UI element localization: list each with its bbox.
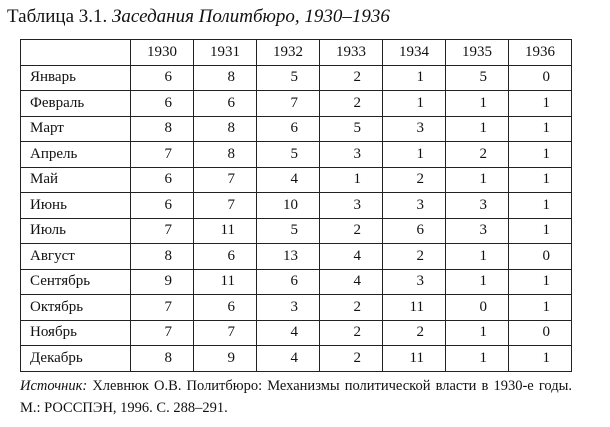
value-cell: 6 [257,116,320,142]
month-cell: Май [21,167,131,193]
table-caption [7,6,390,28]
value-cell: 1 [383,65,446,91]
value-cell: 8 [194,142,257,168]
value-cell: 11 [194,218,257,244]
value-cell: 4 [257,167,320,193]
value-cell: 2 [446,142,509,168]
table-row [21,346,572,372]
value-cell: 7 [194,320,257,346]
month-cell: Февраль [21,91,131,117]
column-header-year: 1933 [320,40,383,66]
value-cell: 9 [194,346,257,372]
source-text: Хлевнюк О.В. Политбюро: Механизмы политической власти в 1930-е годы. М.: РОССПЭН, 1996. С. 288–291. [20,378,572,416]
value-cell: 8 [194,116,257,142]
table-row [21,269,572,295]
value-cell: 1 [509,193,572,219]
value-cell: 7 [131,320,194,346]
table-row [21,116,572,142]
value-cell: 6 [194,244,257,270]
month-cell: Ноябрь [21,320,131,346]
value-cell: 5 [257,65,320,91]
value-cell: 2 [383,244,446,270]
value-cell: 0 [446,295,509,321]
value-cell: 10 [257,193,320,219]
value-cell: 8 [131,116,194,142]
column-header-year: 1932 [257,40,320,66]
value-cell: 5 [257,142,320,168]
month-cell: Октябрь [21,295,131,321]
value-cell: 3 [257,295,320,321]
table-number: Таблица 3.1. [7,6,108,27]
value-cell: 1 [509,142,572,168]
value-cell: 2 [383,167,446,193]
value-cell: 1 [509,346,572,372]
value-cell: 6 [383,218,446,244]
value-cell: 1 [509,167,572,193]
value-cell: 6 [194,91,257,117]
month-cell: Апрель [21,142,131,168]
value-cell: 2 [320,295,383,321]
value-cell: 7 [257,91,320,117]
month-cell: Декабрь [21,346,131,372]
source-note [20,375,572,419]
column-header-year: 1931 [194,40,257,66]
month-cell: Январь [21,65,131,91]
table-row [21,167,572,193]
value-cell: 2 [383,320,446,346]
value-cell: 1 [446,116,509,142]
value-cell: 3 [383,269,446,295]
value-cell: 6 [131,193,194,219]
value-cell: 4 [257,320,320,346]
value-cell: 1 [509,91,572,117]
value-cell: 1 [446,346,509,372]
value-cell: 7 [131,295,194,321]
value-cell: 6 [131,167,194,193]
value-cell: 7 [194,167,257,193]
value-cell: 1 [509,218,572,244]
table-row [21,295,572,321]
value-cell: 7 [194,193,257,219]
month-cell: Июнь [21,193,131,219]
value-cell: 3 [446,193,509,219]
value-cell: 2 [320,320,383,346]
value-cell: 2 [320,218,383,244]
table-row [21,142,572,168]
source-label: Источник: [20,378,88,394]
table-row [21,218,572,244]
value-cell: 1 [320,167,383,193]
value-cell: 1 [446,244,509,270]
value-cell: 8 [194,65,257,91]
table-row [21,65,572,91]
header-corner-cell [21,40,131,66]
value-cell: 8 [131,346,194,372]
value-cell: 1 [509,116,572,142]
month-cell: Июль [21,218,131,244]
value-cell: 1 [446,167,509,193]
value-cell: 3 [320,193,383,219]
value-cell: 9 [131,269,194,295]
value-cell: 4 [320,244,383,270]
value-cell: 11 [194,269,257,295]
value-cell: 1 [446,269,509,295]
value-cell: 1 [446,320,509,346]
value-cell: 1 [509,295,572,321]
value-cell: 4 [320,269,383,295]
value-cell: 6 [131,65,194,91]
value-cell: 2 [320,65,383,91]
value-cell: 1 [383,91,446,117]
value-cell: 11 [383,346,446,372]
value-cell: 1 [383,142,446,168]
column-header-year: 1936 [509,40,572,66]
value-cell: 6 [131,91,194,117]
value-cell: 0 [509,244,572,270]
column-header-year: 1935 [446,40,509,66]
value-cell: 2 [320,346,383,372]
table-row [21,244,572,270]
politburo-meetings-table [20,39,572,372]
value-cell: 3 [383,193,446,219]
header-row [21,40,572,66]
month-cell: Сентябрь [21,269,131,295]
value-cell: 11 [383,295,446,321]
value-cell: 1 [509,269,572,295]
value-cell: 5 [446,65,509,91]
value-cell: 0 [509,65,572,91]
value-cell: 5 [320,116,383,142]
value-cell: 0 [509,320,572,346]
value-cell: 4 [257,346,320,372]
column-header-year: 1934 [383,40,446,66]
value-cell: 13 [257,244,320,270]
value-cell: 6 [194,295,257,321]
value-cell: 7 [131,142,194,168]
month-cell: Август [21,244,131,270]
value-cell: 1 [446,91,509,117]
month-cell: Март [21,116,131,142]
table-row [21,193,572,219]
column-header-year: 1930 [131,40,194,66]
value-cell: 5 [257,218,320,244]
value-cell: 8 [131,244,194,270]
value-cell: 3 [320,142,383,168]
value-cell: 3 [446,218,509,244]
value-cell: 6 [257,269,320,295]
value-cell: 3 [383,116,446,142]
table-row [21,91,572,117]
value-cell: 2 [320,91,383,117]
value-cell: 7 [131,218,194,244]
table-title: Заседания Политбюро, 1930–1936 [112,6,390,27]
table-row [21,320,572,346]
